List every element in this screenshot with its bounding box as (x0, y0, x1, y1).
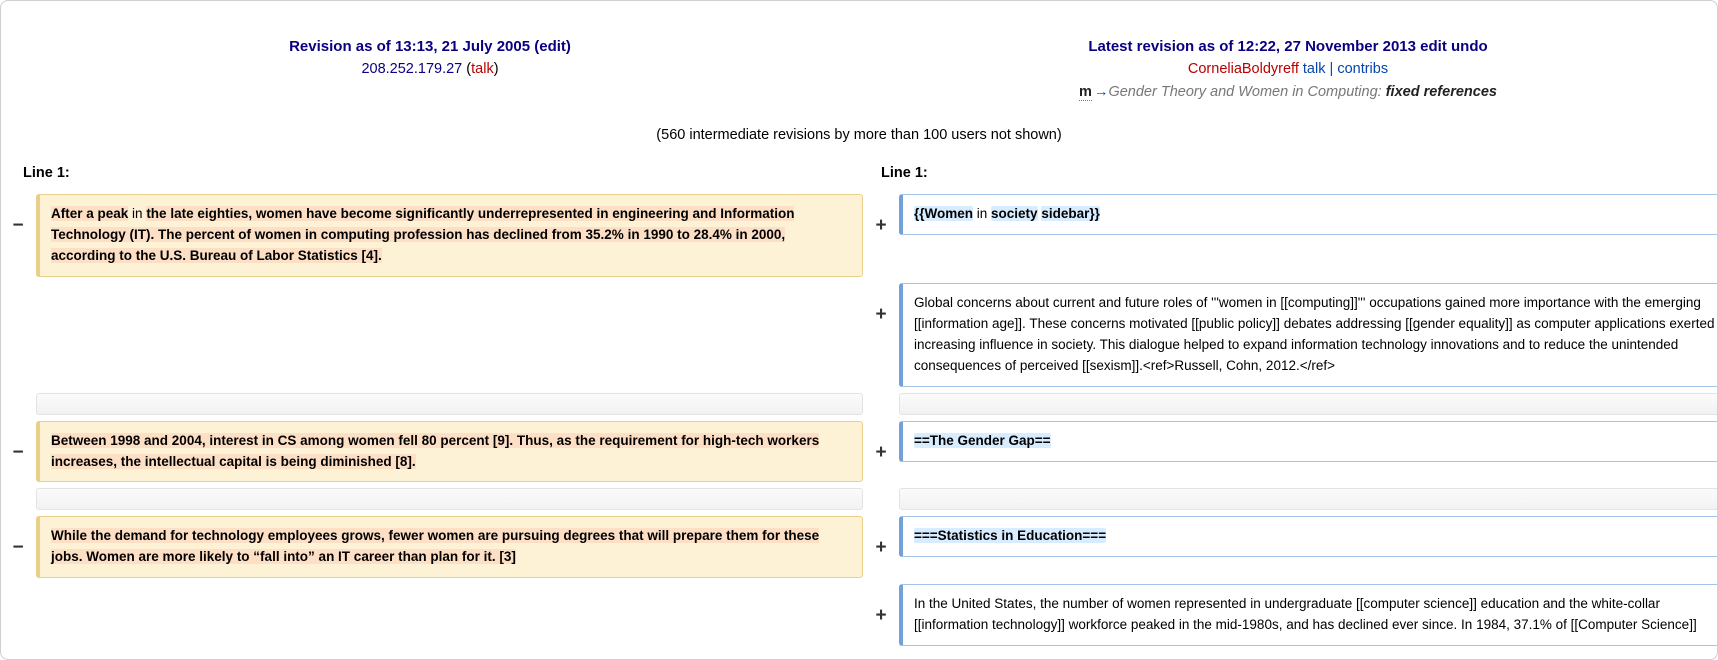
diff-changed-text: the late eighties, women have become significantly underrepresented in engineering and Information Technology (IT). The percent of women in computing profession has declined from 35.2% in 1990 to 28.4% in 2000, according to the U.S. Bureau of Labor Statistics [4]. (51, 206, 795, 264)
delete-marker: − (12, 441, 24, 463)
delete-marker-cell (1, 193, 35, 278)
right-revision-title-line (859, 35, 1717, 58)
diff-table (1, 189, 1718, 651)
diff-inserted-line (899, 516, 1718, 557)
delete-marker: − (12, 537, 24, 559)
right-revision-header (859, 35, 1717, 103)
diff-context-line (36, 393, 863, 415)
diff-changed-text: ===Statistics in Education=== (914, 528, 1107, 544)
left-revision-header (1, 35, 859, 103)
insert-marker-cell (864, 193, 898, 278)
diff-row (1, 392, 1718, 416)
insert-marker-cell (864, 515, 898, 579)
insert-marker: + (875, 303, 887, 325)
right-diff-cell (898, 193, 1718, 278)
diff-changed-text: Between 1998 and 2004, interest in CS among women fell 80 percent [9]. Thus, as the requirement for high-tech workers increases, the intellectual capital is being diminished [8]. (51, 432, 820, 469)
section-arrow-icon: → (1093, 83, 1109, 100)
left-edit-link[interactable]: edit (539, 38, 566, 55)
comment-section-name[interactable]: Gender Theory and Women in Computing (1108, 83, 1378, 100)
right-context-cell (898, 487, 1718, 511)
diff-changed-text: ==The Gender Gap== (914, 432, 1051, 448)
diff-inserted-line (899, 421, 1718, 462)
empty-marker-cell (1, 583, 35, 647)
left-diff-cell (35, 515, 864, 579)
diff-deleted-line (36, 194, 863, 277)
right-contribs-link[interactable]: contribs (1337, 61, 1389, 78)
diff-inserted-line (899, 194, 1718, 235)
diff-context-line (899, 488, 1718, 510)
diff-unchanged-text: In the United States, the number of women represented in undergraduate [[computer science]] education and the white-collar [[information technology]] workforce peaked in the mid-1980s, and has declined ever since. In 1984, 37.1% of [[Computer Science]] (914, 596, 1697, 633)
right-edit-link[interactable]: edit (1420, 38, 1447, 55)
right-diff-cell (898, 583, 1718, 647)
revision-headers (1, 1, 1717, 103)
left-context-cell (35, 392, 864, 416)
left-revision-title-line (1, 35, 859, 58)
diff-row (1, 193, 1718, 278)
minor-edit-flag: m (1079, 83, 1092, 100)
diff-empty-line (36, 283, 863, 303)
insert-marker-cell (864, 282, 898, 388)
diff-body (1, 193, 1718, 647)
right-user-link[interactable]: CorneliaBoldyreff (1187, 61, 1299, 78)
line-number-headers (1, 165, 1717, 181)
diff-unchanged-text: in (128, 206, 147, 222)
insert-marker: + (875, 441, 887, 463)
right-undo-link[interactable]: undo (1451, 38, 1488, 55)
diff-unchanged-text: in (973, 206, 992, 222)
left-talk-paren-open: ( (466, 61, 472, 78)
right-context-cell (898, 392, 1718, 416)
left-empty-cell (35, 282, 864, 388)
right-diff-cell (898, 282, 1718, 388)
left-diff-cell (35, 193, 864, 278)
delete-marker: − (12, 215, 24, 237)
diff-changed-text: sidebar}} (1041, 206, 1100, 222)
right-line-header: Line 1: (881, 165, 928, 182)
insert-marker: + (875, 215, 887, 237)
right-diff-cell (898, 515, 1718, 579)
intermediate-revisions-notice: (560 intermediate revisions by more than 100 users not shown) (656, 127, 1062, 144)
diff-deleted-line (36, 516, 863, 578)
diff-inserted-line (899, 584, 1718, 646)
insert-marker: + (875, 537, 887, 559)
insert-marker-cell (864, 420, 898, 484)
diff-inserted-line (899, 283, 1718, 387)
context-marker-cell (864, 487, 898, 511)
diff-changed-text: society (991, 206, 1038, 222)
left-talk-link[interactable]: talk (471, 61, 494, 78)
context-marker-cell (1, 392, 35, 416)
diff-row (1, 487, 1718, 511)
diff-context-line (899, 393, 1718, 415)
left-talk-paren-close: ) (493, 61, 499, 78)
diff-empty-line (36, 584, 863, 604)
diff-changed-text: {{Women (914, 206, 974, 222)
left-diff-cell (35, 420, 864, 484)
diff-changed-text: After a peak (51, 206, 129, 222)
diff-changed-text: While the demand for technology employees grows, fewer women are pursuing degrees that will prepare them for these jobs. Women are more likely to “fall into” an IT career than plan for it. [3] (51, 528, 820, 565)
left-user-line (1, 58, 859, 80)
comment-text: fixed references (1385, 83, 1497, 100)
insert-marker-cell (864, 583, 898, 647)
right-links-separator: | (1329, 61, 1334, 78)
left-edit-paren-open: ( (534, 38, 540, 55)
diff-context-line (36, 488, 863, 510)
diff-row (1, 420, 1718, 484)
context-marker-cell (1, 487, 35, 511)
left-line-header: Line 1: (23, 165, 70, 182)
right-talk-link[interactable]: talk (1302, 61, 1326, 78)
left-user-link[interactable]: 208.252.179.27 (361, 61, 463, 78)
diff-row (1, 515, 1718, 579)
diff-row (1, 583, 1718, 647)
left-edit-paren-close: ) (565, 38, 571, 55)
left-revision-title[interactable]: Revision as of 13:13, 21 July 2005 (289, 38, 531, 55)
context-marker-cell (864, 392, 898, 416)
diff-deleted-line (36, 421, 863, 483)
diff-row (1, 282, 1718, 388)
right-user-line (859, 58, 1717, 80)
right-revision-title[interactable]: Latest revision as of 12:22, 27 November 2013 (1088, 38, 1416, 55)
diff-unchanged-text: Global concerns about current and future roles of '''women in [[computing]]''' occupations gained more importance with the emerging [[information age]]. These concerns motivated [[public policy]] debates addressing [[gender equality]] as computer applications exerted increasing influence in society. This dialogue helped to expand information technology innovations and to reduce the unintended consequences of perceived [[sexism]].<ref>Russell, Cohn, 2012.</ref> (914, 294, 1715, 373)
right-edit-summary (859, 81, 1717, 103)
right-diff-cell (898, 420, 1718, 484)
insert-marker: + (875, 605, 887, 627)
left-empty-cell (35, 583, 864, 647)
delete-marker-cell (1, 420, 35, 484)
comment-colon: : (1377, 83, 1382, 100)
empty-marker-cell (1, 282, 35, 388)
delete-marker-cell (1, 515, 35, 579)
left-context-cell (35, 487, 864, 511)
